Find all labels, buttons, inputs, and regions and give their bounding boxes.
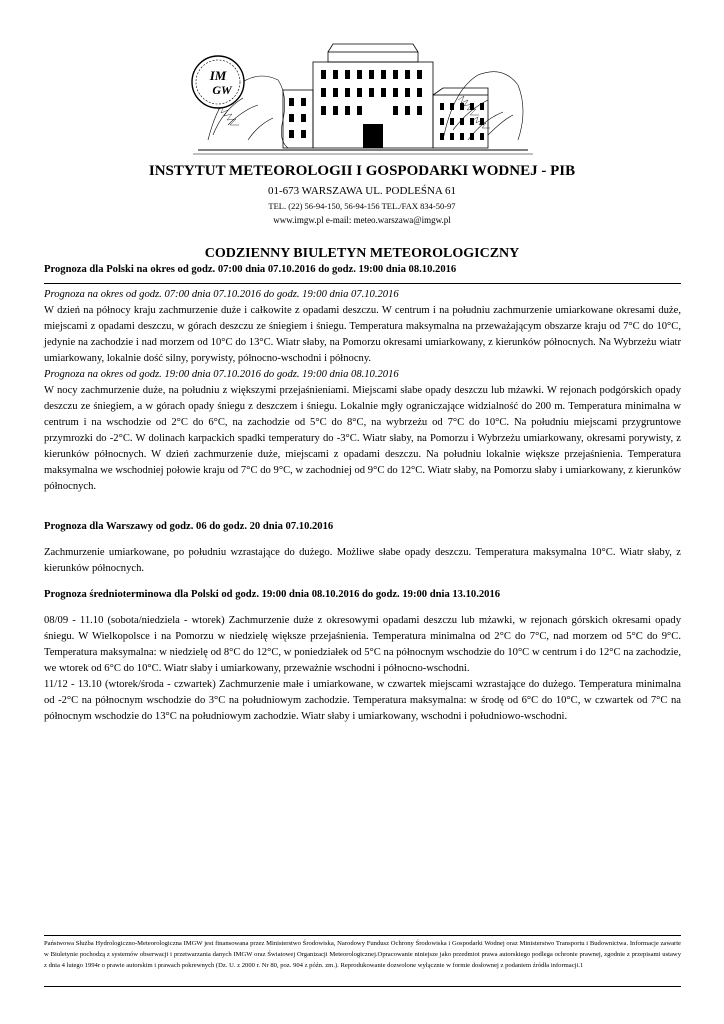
- building-illustration: [188, 40, 538, 158]
- institute-address: 01-673 WARSZAWA UL. PODLEŚNA 61: [267, 185, 457, 197]
- institute-name: INSTYTUT METEOROLOGII I GOSPODARKI WODNEJ - PIB: [148, 163, 576, 179]
- imgw-logo-icon: [192, 56, 244, 108]
- bulletin-title: CODZIENNY BIULETYN METEOROLOGICZNY: [204, 246, 520, 261]
- poland-forecast: [44, 287, 681, 495]
- svg-text:IM: IM: [209, 68, 227, 83]
- period1-title: Prognoza na okres od godz. 07:00 dnia 07.10.2016 do godz. 19:00 dnia 07.10.2016: [44, 289, 399, 300]
- footer-divider: [44, 935, 681, 936]
- institute-logo: [188, 40, 538, 158]
- period1-text: W dzień na północy kraju zachmurzenie duże i całkowite z opadami deszczu. W centrum i na południu zachmurzenie umiarkowane okresami duże, miejscami z opadami deszczu, w górach deszczu ze śniegiem i śniegu. Temperatura maksymalna na przeważającym obszarze kraju od 7°C do 10°C, jedynie na zachodzie i nad morzem od 10°C do 13°C. Wiatr słaby, na Pomorzu okresami umiarkowany, z kierunków północnych. Na Wybrzeżu wiatr umiarkowany, lokalnie dość silny, porywisty, północno-wschodni i północny.: [44, 305, 681, 364]
- warsaw-title: Prognoza dla Warszawy od godz. 06 do godz. 20 dnia 07.10.2016: [44, 521, 334, 532]
- divider: [44, 283, 681, 284]
- institute-phone: TEL. (22) 56-94-150, 56-94-156 TEL./FAX 834-50-97: [268, 201, 456, 211]
- period2-text: W nocy zachmurzenie duże, na południu z większymi przejaśnieniami. Miejscami słabe opady deszczu lub mżawki. W rejonach podgórskich opady deszczu ze śniegiem, a w górach opady śniegu z deszczem i śniegu. Lokalnie mgły ograniczające widzialność do 200 m. Temperatura minimalna w centrum i na wschodzie od 2°C do 6°C, na zachodzie od 5°C do 8°C, na wybrzeżu od 7°C do 10°C. Na południu miejscami przygruntowe przymrozki do -2°C. W dolinach karpackich spadki temperatury do -3°C. Wiatr słaby, na Pomorzu i Wybrzeżu umiarkowany, okresami porywisty, z kierunków północnych. W dzień zachmurzenie duże, miejscami z opadami deszczu. Na południu lokalnie większe przejaśnienia. Temperatura maksymalna we wschodniej połowie kraju od 7°C do 9°C, w zachodniej od 9°C do 12°C. Wiatr słaby, na Pomorzu słaby i umiarkowany, z kierunków północnych.: [44, 385, 681, 492]
- footer-note: Państwowa Służba Hydrologiczno-Meteorologiczna IMGW jest finansowana przez Ministerstwo Środowiska, Narodowy Fundusz Ochrony Środowiska i Gospodarki Wodnej oraz Ministerstwo Transportu i Budownictwa. Informacje zawarte w Biuletynie pochodzą z systemów obserwacji i przetwarzania danych IMGW oraz Światowej Organizacji Meteorologicznej.Opracowanie niniejsze jako przedmiot prawa autorskiego podlega ochronie prawnej, zgodnie z przepisami ustawy z dnia 4 lutego 1994r o prawie autorskim i prawach pokrewnych (Dz. U. z 2000 r. Nr 80, poz. 904 z późn. zm.). Reprodukowanie dozwolone wyłącznie w formie dosłownej z podaniem źródła informacji.1: [44, 940, 681, 969]
- warsaw-text: Zachmurzenie umiarkowane, po południu wzrastające do dużego. Możliwe słabe opady deszczu. Temperatura maksymalna 10°C. Wiatr słaby, z kierunków północnych.: [44, 547, 681, 574]
- midterm-title: Prognoza średnioterminowa dla Polski od godz. 19:00 dnia 08.10.2016 do godz. 19:00 dnia 13.10.2016: [44, 589, 501, 600]
- midterm-forecast: [44, 587, 681, 725]
- midterm-text-1: 08/09 - 11.10 (sobota/niedziela - wtorek) Zachmurzenie duże z okresowymi opadami deszczu lub mżawki, w rejonach górskich okresami opady śniegu. W Wielkopolsce i na Pomorzu w niedzielę większe przejaśnienia. Temperatura minimalna od 2°C do 7°C, nad morzem od 5°C do 9°C. Temperatura maksymalna: w niedzielę od 8°C do 12°C, w poniedziałek od 5°C na północnym wschodzie do 10°C w centrum i do 12°C na zachodzie, we wtorek od 6°C do 10°C. Wiatr słaby i umiarkowany, przeważnie wschodni i północno-wschodni.: [44, 615, 681, 674]
- institute-web: www.imgw.pl e-mail: meteo.warszawa@imgw.pl: [273, 215, 451, 225]
- bulletin-subtitle: Prognoza dla Polski na okres od godz. 07:00 dnia 07.10.2016 do godz. 19:00 dnia 08.10.2016: [44, 264, 457, 275]
- footer-bottom-divider: [44, 986, 681, 987]
- warsaw-forecast: [44, 519, 681, 577]
- period2-title: Prognoza na okres od godz. 19:00 dnia 07.10.2016 do godz. 19:00 dnia 08.10.2016: [44, 369, 399, 380]
- midterm-text-2: 11/12 - 13.10 (wtorek/środa - czwartek) Zachmurzenie małe i umiarkowane, w czwartek miejscami wzrastające do dużego. Temperatura minimalna od -2°C na północnym wschodzie do 3°C na południowym zachodzie. Temperatura maksymalna: w środę od 6°C do 10°C, w czwartek od 7°C na północnym wschodzie do 13°C na południowym zachodzie. Wiatr słaby i umiarkowany, wschodni i południowo-wschodni.: [44, 679, 681, 722]
- svg-text:GW: GW: [212, 83, 232, 97]
